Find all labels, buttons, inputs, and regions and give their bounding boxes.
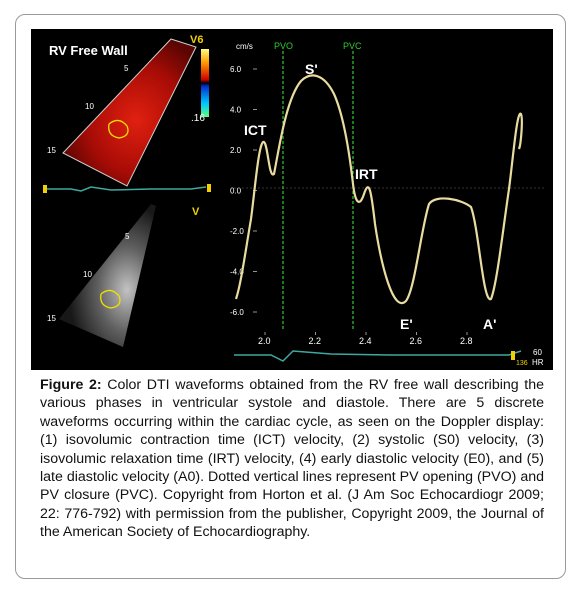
unit-label: cm/s — [236, 42, 253, 51]
scale-v-label: V — [192, 206, 200, 218]
y-tick-label: 2.0 — [230, 146, 242, 155]
x-tick-label: 2.0 — [258, 336, 271, 346]
x-tick-label: 2.8 — [460, 336, 473, 346]
hr-value: 60 — [533, 348, 542, 357]
e-peak-label: E' — [400, 316, 413, 332]
ict-label: ICT — [244, 122, 267, 138]
x-tick-label: 2.2 — [308, 336, 322, 346]
caption-label: Figure 2: — [40, 377, 102, 393]
depth2-label-15: 15 — [47, 314, 56, 323]
panel-title: RV Free Wall — [49, 43, 128, 58]
y-tick-label: -6.0 — [230, 308, 244, 317]
scale-mid-label: .16 — [191, 113, 205, 124]
depth-label-5: 5 — [124, 64, 129, 73]
hr-label: HR — [532, 358, 544, 367]
x-tick-label: 2.6 — [409, 336, 423, 346]
velocity-waveform — [236, 75, 522, 303]
y-tick-label: 6.0 — [230, 65, 242, 74]
ecg-trace-lower — [234, 351, 521, 361]
figure-caption — [40, 376, 544, 542]
y-tick-label: -4.0 — [230, 267, 244, 277]
b-mode-sector — [59, 204, 156, 347]
irt-label: IRT — [355, 166, 378, 182]
depth-label-15: 15 — [47, 146, 56, 155]
pvo-label: PVO — [274, 41, 294, 51]
scale-top-label: V6 — [190, 34, 204, 46]
bottom-number: 136 — [516, 360, 528, 367]
pvc-label: PVC — [343, 41, 362, 51]
ecg-trace-upper — [43, 187, 206, 191]
y-tick-label: -2.0 — [230, 227, 244, 236]
figure-image — [31, 29, 553, 370]
depth-label-10: 10 — [85, 102, 94, 111]
tissue-doppler-plot — [230, 41, 546, 367]
depth2-label-5: 5 — [125, 232, 130, 241]
color-scale-bar — [201, 49, 209, 117]
color-doppler-sector — [63, 39, 196, 186]
depth2-label-10: 10 — [83, 270, 92, 279]
y-tick-label: 4.0 — [230, 105, 242, 115]
a-peak-label: A' — [483, 316, 497, 332]
y-tick-label: 0.0 — [230, 186, 242, 196]
caption-text: Color DTI waveforms obtained from the RV free wall describing the various phases in ventricular systole and diastole. There are 5 discrete waveforms occurring within the cardiac cycle, as seen on the Doppler display: (1) isovolumic contraction time (ICT) velocity, (2) systolic (S0) velocity, (3) isovolumic relaxation time (IRT) velocity, (4) early diastolic velocity (E0), and (5) late diastolic velocity (A0). Dotted vertical lines represent PV opening (PVO) and PV closure (PVC). Copyright from Horton et al. (J Am Soc Echocardiogr 2009; 22: 776-792) with permission from the publisher, Copyright 2009, the Journal of the American Society of Echocardiography. — [40, 377, 544, 541]
s-peak-label: S' — [305, 61, 318, 77]
x-tick-label: 2.4 — [359, 336, 372, 346]
